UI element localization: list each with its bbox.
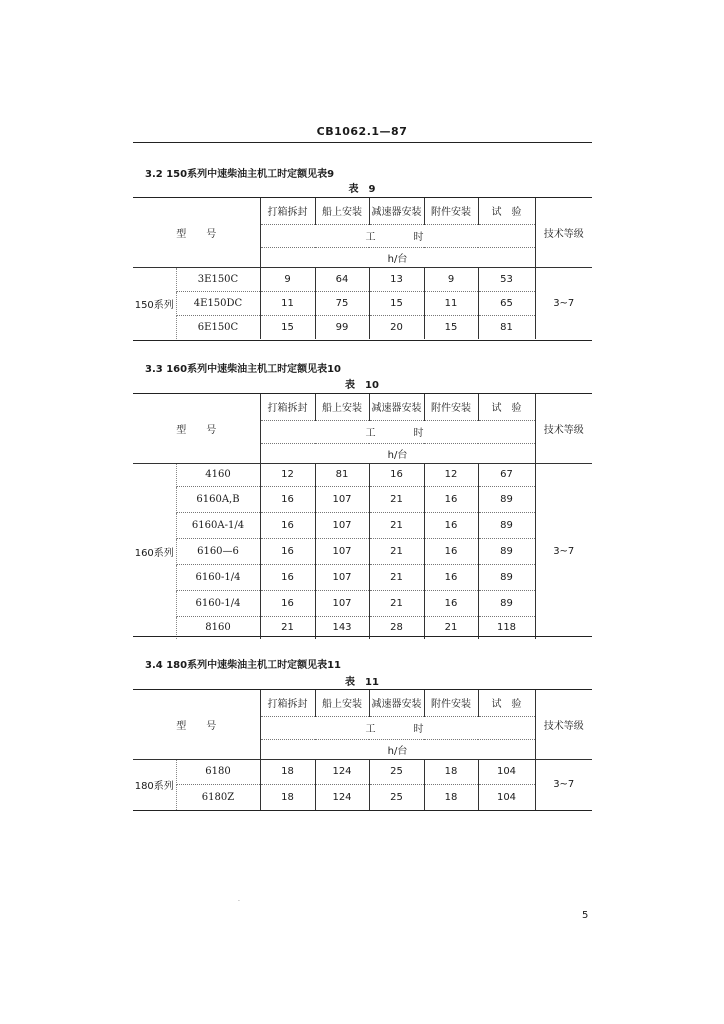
value-cell: 16 xyxy=(260,486,315,512)
section-heading-3-3: 3.3 160系列中速柴油主机工时定额见表10 xyxy=(145,364,341,375)
op-header-unpacking: 打箱拆封 xyxy=(260,690,315,716)
model-cell: 6160-1/4 xyxy=(176,564,260,590)
op-header-onboard-install: 船上安装 xyxy=(315,690,369,716)
value-cell: 16 xyxy=(260,590,315,616)
table-bottom-rule xyxy=(133,636,592,637)
value-cell: 107 xyxy=(315,564,369,590)
value-cell: 67 xyxy=(478,463,535,486)
value-cell: 16 xyxy=(424,538,478,564)
model-column-header: 型 号 xyxy=(176,424,217,436)
scan-speck: · xyxy=(238,898,240,905)
model-cell: 4E150DC xyxy=(176,291,260,315)
op-header-accessory-install: 附件安装 xyxy=(424,394,478,420)
model-cell: 6E150C xyxy=(176,315,260,339)
grade-column-header: 技术等级 xyxy=(535,690,592,759)
op-header-accessory-install: 附件安装 xyxy=(424,690,478,716)
op-header-test: 试 验 xyxy=(478,394,535,420)
model-cell: 6160-1/4 xyxy=(176,590,260,616)
value-cell: 18 xyxy=(424,784,478,810)
value-cell: 16 xyxy=(424,590,478,616)
table-bottom-rule xyxy=(133,340,592,341)
value-cell: 104 xyxy=(478,784,535,810)
value-cell: 25 xyxy=(369,784,424,810)
op-header-accessory-install: 附件安装 xyxy=(424,198,478,224)
value-cell: 25 xyxy=(369,759,424,784)
table-caption-11: 表 11 xyxy=(345,677,379,688)
value-cell: 16 xyxy=(260,512,315,538)
model-column-header: 型 号 xyxy=(176,228,217,240)
value-cell: 53 xyxy=(478,267,535,291)
grade-value: 3~7 xyxy=(535,759,592,810)
value-cell: 107 xyxy=(315,486,369,512)
op-header-test: 试 验 xyxy=(478,690,535,716)
model-cell: 6180Z xyxy=(176,784,260,810)
value-cell: 12 xyxy=(424,463,478,486)
grade-value: 3~7 xyxy=(535,463,592,639)
value-cell: 107 xyxy=(315,538,369,564)
model-cell: 6160A-1/4 xyxy=(176,512,260,538)
value-cell: 21 xyxy=(369,512,424,538)
value-cell: 18 xyxy=(260,759,315,784)
value-cell: 81 xyxy=(478,315,535,339)
value-cell: 20 xyxy=(369,315,424,339)
header-rule xyxy=(133,142,592,143)
value-cell: 89 xyxy=(478,564,535,590)
model-cell: 6160—6 xyxy=(176,538,260,564)
op-header-unpacking: 打箱拆封 xyxy=(260,394,315,420)
model-cell: 6180 xyxy=(176,759,260,784)
value-cell: 64 xyxy=(315,267,369,291)
value-cell: 9 xyxy=(424,267,478,291)
value-cell: 21 xyxy=(424,616,478,639)
model-column-header: 型 号 xyxy=(176,720,217,732)
value-cell: 107 xyxy=(315,512,369,538)
value-cell: 89 xyxy=(478,512,535,538)
value-cell: 21 xyxy=(260,616,315,639)
op-header-reducer-install: 减速器安装 xyxy=(369,394,424,420)
table-caption-10: 表 10 xyxy=(345,380,379,391)
unit-subheader: h/台 xyxy=(260,443,535,463)
unit-subheader: h/台 xyxy=(260,739,535,759)
value-cell: 21 xyxy=(369,538,424,564)
model-cell: 8160 xyxy=(176,616,260,639)
op-header-reducer-install: 减速器安装 xyxy=(369,198,424,224)
model-cell: 4160 xyxy=(176,463,260,486)
series-label: 160系列 xyxy=(133,463,176,639)
series-label: 150系列 xyxy=(133,267,176,339)
table-10 xyxy=(133,394,592,639)
value-cell: 143 xyxy=(315,616,369,639)
unit-header: 工 时 xyxy=(260,716,535,739)
section-heading-3-4: 3.4 180系列中速柴油主机工时定额见表11 xyxy=(145,660,341,671)
model-cell: 3E150C xyxy=(176,267,260,291)
value-cell: 18 xyxy=(424,759,478,784)
value-cell: 89 xyxy=(478,590,535,616)
page-number: 5 xyxy=(582,910,589,921)
value-cell: 28 xyxy=(369,616,424,639)
table-caption-9: 表 9 xyxy=(348,184,376,195)
unit-header: 工 时 xyxy=(260,420,535,443)
op-header-onboard-install: 船上安装 xyxy=(315,394,369,420)
value-cell: 16 xyxy=(424,564,478,590)
value-cell: 18 xyxy=(260,784,315,810)
value-cell: 13 xyxy=(369,267,424,291)
value-cell: 75 xyxy=(315,291,369,315)
value-cell: 11 xyxy=(424,291,478,315)
grade-column-header: 技术等级 xyxy=(535,394,592,463)
value-cell: 16 xyxy=(260,538,315,564)
value-cell: 15 xyxy=(424,315,478,339)
value-cell: 16 xyxy=(424,486,478,512)
table-bottom-rule xyxy=(133,810,592,811)
value-cell: 104 xyxy=(478,759,535,784)
value-cell: 118 xyxy=(478,616,535,639)
value-cell: 15 xyxy=(369,291,424,315)
op-header-test: 试 验 xyxy=(478,198,535,224)
table-11 xyxy=(133,690,592,810)
value-cell: 21 xyxy=(369,590,424,616)
table-9 xyxy=(133,198,592,339)
value-cell: 21 xyxy=(369,564,424,590)
value-cell: 16 xyxy=(424,512,478,538)
value-cell: 9 xyxy=(260,267,315,291)
value-cell: 99 xyxy=(315,315,369,339)
value-cell: 11 xyxy=(260,291,315,315)
value-cell: 15 xyxy=(260,315,315,339)
value-cell: 81 xyxy=(315,463,369,486)
value-cell: 16 xyxy=(260,564,315,590)
value-cell: 124 xyxy=(315,784,369,810)
document-code: CB1062.1—87 xyxy=(316,125,408,138)
value-cell: 21 xyxy=(369,486,424,512)
grade-column-header: 技术等级 xyxy=(535,198,592,267)
value-cell: 12 xyxy=(260,463,315,486)
value-cell: 107 xyxy=(315,590,369,616)
unit-subheader: h/台 xyxy=(260,247,535,267)
value-cell: 16 xyxy=(369,463,424,486)
value-cell: 89 xyxy=(478,486,535,512)
unit-header: 工 时 xyxy=(260,224,535,247)
section-heading-3-2: 3.2 150系列中速柴油主机工时定额见表9 xyxy=(145,169,335,180)
value-cell: 65 xyxy=(478,291,535,315)
model-cell: 6160A,B xyxy=(176,486,260,512)
op-header-unpacking: 打箱拆封 xyxy=(260,198,315,224)
op-header-reducer-install: 减速器安装 xyxy=(369,690,424,716)
value-cell: 89 xyxy=(478,538,535,564)
grade-value: 3~7 xyxy=(535,267,592,339)
op-header-onboard-install: 船上安装 xyxy=(315,198,369,224)
value-cell: 124 xyxy=(315,759,369,784)
series-label: 180系列 xyxy=(133,759,176,810)
